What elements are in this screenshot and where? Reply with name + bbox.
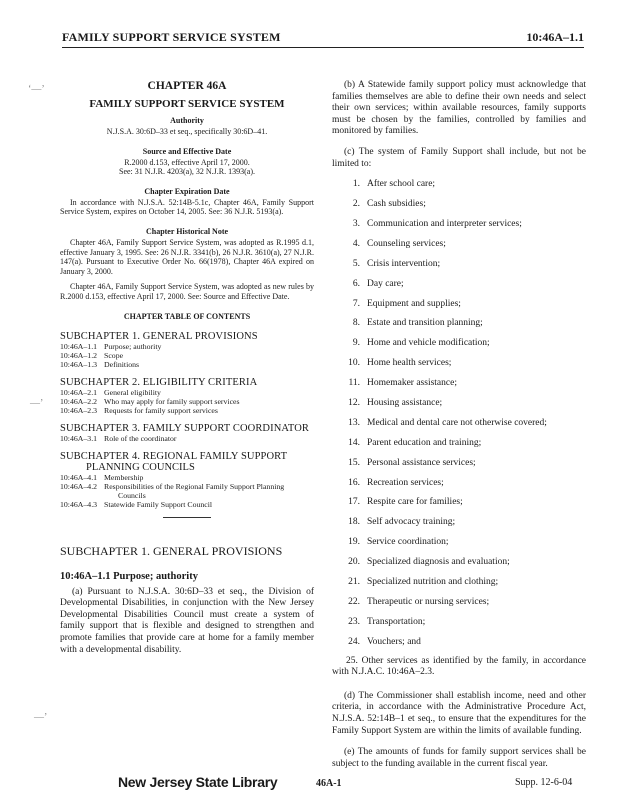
header-title: FAMILY SUPPORT SERVICE SYSTEM: [62, 30, 281, 44]
list-item-number: 8.: [352, 318, 360, 329]
supplement-date: Supp. 12-6-04: [515, 777, 573, 788]
list-item-text: Equipment and supplies;: [367, 298, 461, 309]
list-item: [332, 198, 586, 218]
list-item-number: 4.: [352, 238, 360, 249]
list-item: [332, 218, 586, 238]
chapter-title: FAMILY SUPPORT SERVICE SYSTEM: [89, 98, 285, 110]
toc-entry: 10:46A–4.3 Statewide Family Support Council: [60, 499, 213, 509]
history-text-2: Chapter 46A, Family Support Service System, was adopted as new rules by R.2000 d.153, effective April 17, 2000. See: Source and Effective Date.: [60, 282, 314, 301]
page-number: 46A-1: [316, 778, 342, 789]
list-item-number: 2.: [352, 199, 360, 210]
list-item-number: 23.: [348, 616, 360, 627]
toc-subchapter-4: SUBCHAPTER 4. REGIONAL FAMILY SUPPORT: [60, 450, 288, 462]
authority-heading: Authority: [170, 116, 204, 125]
list-item-text: Specialized nutrition and clothing;: [367, 576, 499, 587]
list-item: [332, 477, 586, 497]
list-item-text: Medical and dental care not otherwise covered;: [367, 417, 547, 428]
list-item: [332, 457, 586, 477]
list-item-text: Day care;: [367, 278, 404, 289]
list-item-text: Recreation services;: [367, 477, 444, 488]
list-item-text: Crisis intervention;: [367, 258, 441, 269]
list-item-text: Therapeutic or nursing services;: [367, 596, 490, 607]
list-item: [332, 278, 586, 298]
toc-entry: 10:46A–1.1 Purpose; authority: [60, 341, 162, 351]
list-item-number: 18.: [348, 517, 360, 528]
list-item-number: 5.: [352, 258, 360, 269]
toc-entry: 10:46A–4.1 Membership: [60, 472, 144, 482]
list-item-number: 14.: [348, 437, 360, 448]
toc-entry: 10:46A–1.2 Scope: [60, 350, 124, 360]
toc-entry: 10:46A–2.3 Requests for family support services: [60, 405, 218, 415]
list-item-number: 6.: [352, 278, 360, 289]
list-item-text: Vouchers; and: [367, 636, 421, 647]
list-item: [332, 377, 586, 397]
toc-entry: 10:46A–2.1 General eligibility: [60, 387, 161, 397]
scan-mark: —’: [30, 398, 44, 409]
list-item-number: 21.: [348, 576, 360, 587]
list-item-text: Home and vehicle modification;: [367, 338, 490, 349]
list-item-number: 19.: [348, 537, 360, 548]
list-item-text: Home health services;: [367, 358, 452, 369]
toc-subchapter-4-cont: PLANNING COUNCILS: [86, 461, 195, 473]
list-item-text: Cash subsidies;: [367, 199, 426, 210]
list-item-number: 12.: [348, 397, 360, 408]
paragraph-e: (e) The amounts of funds for family support services shall be subject to the funding available in the current fiscal year.: [332, 747, 586, 769]
toc-subchapter-1: SUBCHAPTER 1. GENERAL PROVISIONS: [60, 330, 258, 342]
page-header: [62, 30, 584, 44]
source-text-2: See: 31 N.J.R. 4203(a), 32 N.J.R. 1393(a).: [119, 167, 255, 177]
scan-mark: —’: [34, 712, 48, 723]
list-item: [332, 596, 586, 616]
list-item-text: Transportation;: [367, 616, 426, 627]
list-item-text: Housing assistance;: [367, 397, 443, 408]
list-item-number: 7.: [352, 298, 360, 309]
list-item-number: 3.: [352, 218, 360, 229]
list-item-text: After school care;: [367, 179, 436, 190]
list-item-number: 15.: [348, 457, 360, 468]
expiration-heading: Chapter Expiration Date: [144, 186, 230, 196]
expiration-text: In accordance with N.J.S.A. 52:14B-5.1c, Chapter 46A, Family Support Service System, expires on October 14, 2005. See: 36 N.J.R. 5193(a).: [60, 197, 314, 217]
list-item-number: 9.: [352, 338, 360, 349]
list-item: [332, 536, 586, 556]
list-item: [332, 238, 586, 258]
list-item: [332, 397, 586, 417]
library-watermark: New Jersey State Library: [118, 774, 278, 790]
list-item-number: 11.: [348, 378, 360, 389]
list-item-text: Communication and interpreter services;: [367, 218, 522, 229]
authority-text: N.J.S.A. 30:6D–33 et seq., specifically 30:6D–41.: [106, 127, 268, 136]
list-item: [332, 178, 586, 198]
list-item: [332, 636, 586, 656]
list-item: [332, 496, 586, 516]
list-item: [332, 357, 586, 377]
toc-subchapter-3: SUBCHAPTER 3. FAMILY SUPPORT COORDINATOR: [60, 422, 310, 434]
header-rule: [62, 47, 584, 48]
list-item-25: 25. Other services as identified by the family, in accordance with N.J.A.C. 10:46A–2.3.: [332, 655, 586, 678]
list-item-number: 16.: [348, 477, 360, 488]
toc-subchapter-2: SUBCHAPTER 2. ELIGIBILITY CRITERIA: [60, 376, 258, 388]
toc-entry: 10:46A–4.2 Responsibilities of the Regional Family Support Planning: [60, 481, 285, 491]
list-item: [332, 258, 586, 278]
source-heading: Source and Effective Date: [142, 146, 232, 156]
right-column: [332, 80, 586, 770]
list-item-number: 13.: [348, 417, 360, 428]
paragraph-b: (b) A Statewide family support policy must acknowledge that families themselves are able to define their own needs and select their own services; within available resources, family supports must be chosen by the families, controlled by families and monitored by families.: [332, 80, 586, 137]
toc-entry: 10:46A–2.2 Who may apply for family support services: [60, 396, 240, 406]
list-item: [332, 556, 586, 576]
list-item-text: Personal assistance services;: [367, 457, 476, 468]
list-item: [332, 576, 586, 596]
header-section: 10:46A–1.1: [526, 30, 584, 44]
section-heading: 10:46A–1.1 Purpose; authority: [60, 570, 198, 582]
source-text-1: R.2000 d.153, effective April 17, 2000.: [124, 157, 250, 167]
list-item-text: Estate and transition planning;: [367, 318, 483, 329]
services-list: [332, 178, 586, 655]
list-item: [332, 317, 586, 337]
list-item-number: 24.: [348, 636, 360, 647]
list-item: [332, 437, 586, 457]
list-item: [332, 337, 586, 357]
toc-heading: CHAPTER TABLE OF CONTENTS: [123, 311, 251, 321]
toc-entry-cont: Councils: [118, 490, 146, 500]
list-item: [332, 298, 586, 318]
list-item: [332, 516, 586, 536]
list-item-text: Service coordination;: [367, 537, 449, 548]
list-item-number: 10.: [348, 358, 360, 369]
toc-entry: 10:46A–3.1 Role of the coordinator: [60, 433, 177, 443]
paragraph-c: (c) The system of Family Support shall include, but not be limited to:: [332, 146, 586, 169]
scan-mark: ‘—’: [28, 84, 45, 95]
list-item-text: Respite care for families;: [367, 497, 463, 508]
subchapter-heading: SUBCHAPTER 1. GENERAL PROVISIONS: [60, 543, 283, 558]
list-item: [332, 417, 586, 437]
history-text-1: Chapter 46A, Family Support Service System, was adopted as R.1995 d.1, effective January 3, 1995. See: 26 N.J.R. 3341(b), 26 N.J.R. 3610(a), 27 N.J.R. 147(a). Pursuant to Executive Order No. 66(1978), Chapter 46A expired on January 3, 2000.: [60, 237, 314, 276]
list-item-text: Self advocacy training;: [367, 517, 456, 528]
list-item: [332, 616, 586, 636]
list-item-text: Parent education and training;: [367, 437, 482, 448]
paragraph-d: (d) The Commissioner shall establish income, need and other criteria, in accordance with the Administrative Procedure Act, N.J.S.A. 52:14B–1 et seq., to ensure that the expenditures for the Family Support System are within the limits of available funding.: [332, 690, 586, 736]
list-item-text: Specialized diagnosis and evaluation;: [367, 557, 510, 568]
paragraph-a: (a) Pursuant to N.J.S.A. 30:6D–33 et seq., the Division of Developmental Disabilities, in conjunction with the New Jersey Developmental Disabilities Council must create a system of family support that is flexible and designed to strengthen and promote families that provide care at home for a family member with a developmental disability.: [60, 586, 314, 655]
list-item-number: 17.: [348, 497, 360, 508]
left-column: [60, 80, 314, 656]
list-item-number: 22.: [348, 596, 360, 607]
list-item-number: 1.: [352, 179, 360, 190]
list-item-text: Homemaker assistance;: [367, 378, 457, 389]
chapter-number: CHAPTER 46A: [147, 80, 227, 92]
history-heading: Chapter Historical Note: [145, 226, 229, 236]
list-item-text: Counseling services;: [367, 238, 446, 249]
toc-entry: 10:46A–1.3 Definitions: [60, 359, 140, 369]
list-item-number: 20.: [348, 557, 360, 568]
